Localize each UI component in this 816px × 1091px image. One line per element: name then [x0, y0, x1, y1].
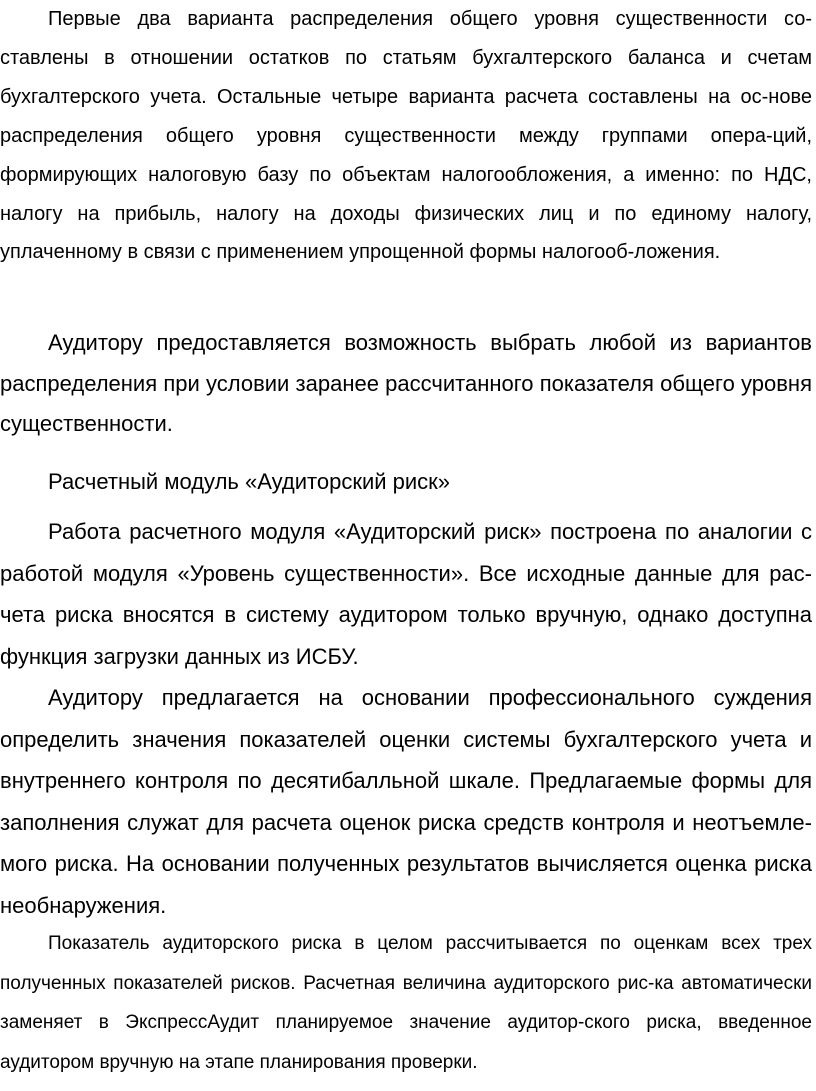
paragraph-overall-risk: Показатель аудиторского риска в целом рассчитывается по оценкам всех трех полученных показателей рисков. Расчетная величина аудиторского рис-ка автоматически заменяет в ЭкспрессАудит планируемое значение аудитор-ского риска, введенное аудитором вручную на этапе планирования проверки. — [0, 933, 812, 1073]
paragraph-auditor-choice: Аудитору предоставляется возможность выбрать любой из вариантов распределения при условии заранее рассчитанного показателя общего уровня существенности. — [0, 330, 812, 436]
paragraph-materiality-variants: Первые два варианта распределения общего уровня существенности со-ставлены в отношении остатков по статьям бухгалтерского баланса и счетам бухгалтерского учета. Остальные четыре варианта расчета составлены на ос-нове распределения общего уровня существенности между группами опера-ций, формирующих налоговую базу по объектам налогообложения, а именно: по НДС, налогу на прибыль, налогу на доходы физических лиц и по единому налогу, уплаченному в связи с применением упрощенной формы налогооб-ложения. — [0, 8, 812, 264]
paragraph-risk-assessment: Аудитору предлагается на основании профессионального суждения определить значения показателей оценки системы бухгалтерского учета и внутреннего контроля по десятибалльной шкале. Предлагаемые формы для заполнения служат для расчета оценок риска средств контроля и неотъемле-мого риска. На основании полученных результатов вычисляется оценка риска необнаружения. — [0, 685, 812, 918]
paragraph-module-description: Работа расчетного модуля «Аудиторский риск» построена по аналогии с работой модуля «Уровень существенности». Все исходные данные для рас-чета риска вносятся в систему аудитором только вручную, однако доступна функция загрузки данных из ИСБУ. — [0, 519, 812, 669]
section-heading-audit-risk: Расчетный модуль «Аудиторский риск» — [48, 469, 451, 494]
